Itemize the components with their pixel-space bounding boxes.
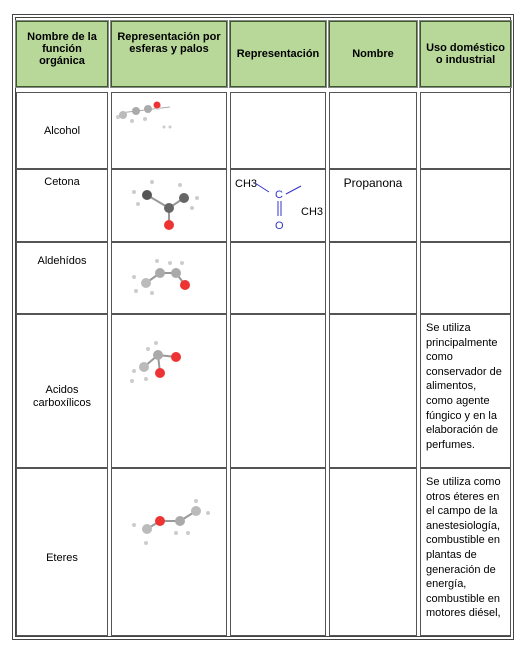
name-cell [329,92,417,169]
use-cell [420,468,511,636]
alcohol-molecule-icon [112,93,228,170]
propanone-structural-formula [231,170,327,243]
header-function-name: Nombre de la función orgánica [16,21,108,87]
ch3-right-label: CH3 [301,206,324,218]
function-name: Aldehídos [37,255,87,267]
name-cell [329,314,417,468]
compound-name: Propanona [343,176,403,190]
representation-cell [230,314,326,468]
name-cell [329,169,417,242]
table-row [16,468,108,636]
name-cell [329,468,417,636]
table-row [16,242,108,314]
header-ball-stick: Representación por esferas y palos [111,21,227,87]
function-name: Eteres [46,552,78,564]
svg-text:CH3 [301,206,323,218]
function-name-line2: carboxílicos [32,397,92,409]
function-name: Cetona [44,176,80,188]
aldehyde-molecule-icon [112,243,228,315]
representation-cell [230,169,326,242]
header-use: Uso doméstico o industrial [420,21,511,87]
svg-text:CH3 [235,178,257,190]
representation-cell [230,92,326,169]
use-cell [420,169,511,242]
carbon-label: C [275,189,283,201]
ball-stick-cell [111,314,227,468]
ball-stick-cell [111,169,227,242]
use-cell [420,242,511,314]
use-description: Se utiliza como otros éteres en el campo de la anestesiología, combustible en plantas de generación de energía, combustible en motores diésel, [426,476,501,620]
representation-cell [230,468,326,636]
ball-stick-cell [111,468,227,636]
ball-stick-cell [111,92,227,169]
oxygen-label: O [275,220,284,232]
table-row [16,314,108,468]
ball-stick-cell [111,242,227,314]
function-name: Alcohol [43,125,81,137]
ch3-left-label: CH3 [235,178,258,190]
carboxylic-acid-molecule-icon [112,315,228,469]
use-description: Se utiliza principalmente como conservador de alimentos, como agente fúngico y en la elaboración de perfumes. [426,322,502,451]
name-cell [329,242,417,314]
header-representation: Representación [230,21,326,87]
header-name: Nombre [329,21,417,87]
svg-text:C [275,189,283,201]
use-cell [420,314,511,468]
svg-text:O [275,220,284,232]
ether-molecule-icon [112,469,228,637]
function-name-line1: Acidos [45,384,79,396]
ketone-molecule-icon [112,170,228,243]
table-row [16,92,108,169]
representation-cell [230,242,326,314]
table-row [16,169,108,242]
use-cell [420,92,511,169]
